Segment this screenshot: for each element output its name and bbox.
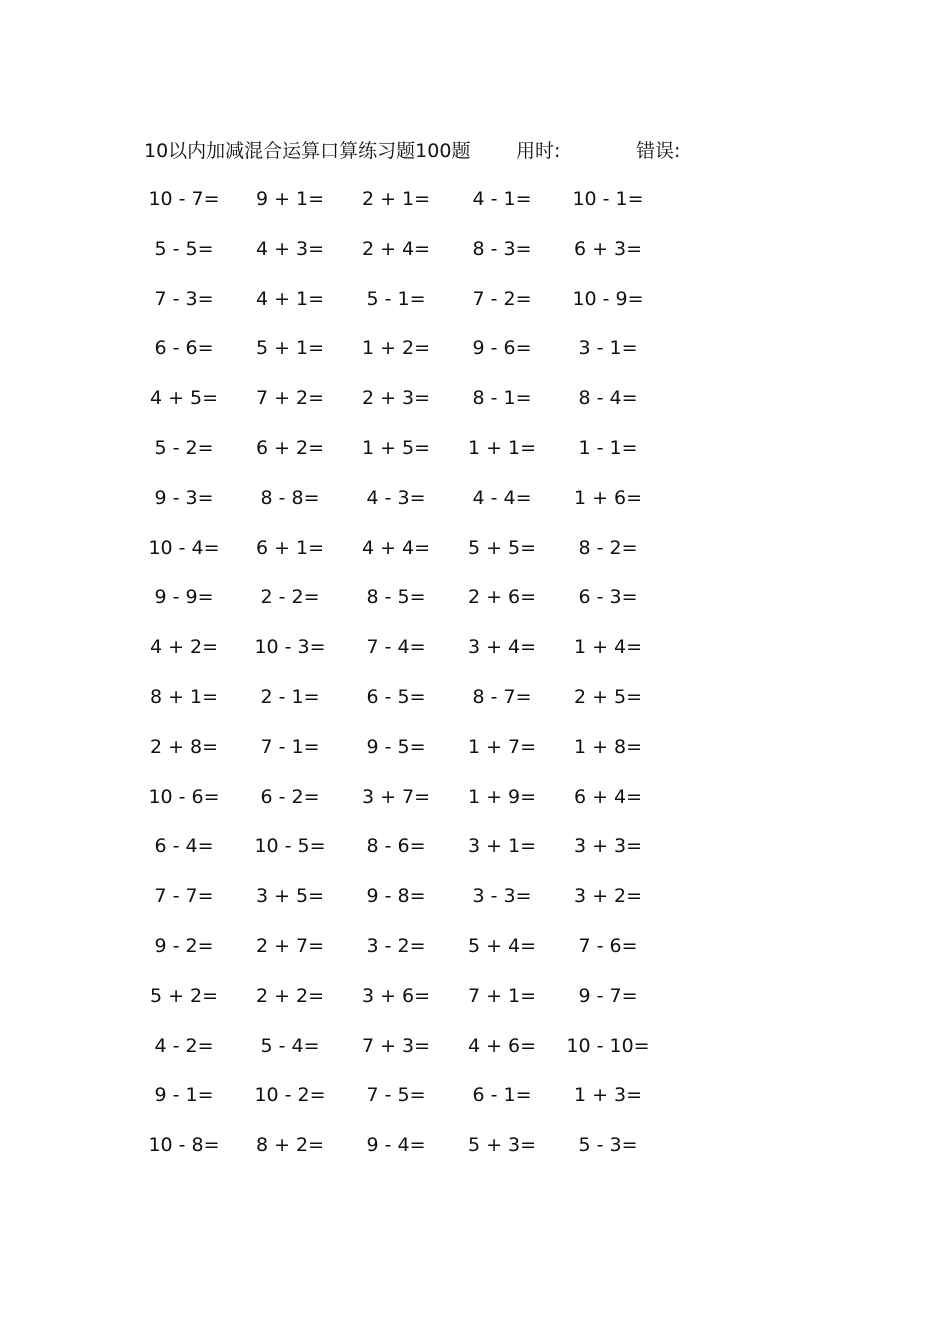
math-problem: 8 - 1= <box>472 387 532 409</box>
math-problem: 5 - 2= <box>154 437 214 459</box>
math-problem: 3 + 3= <box>573 835 643 857</box>
math-problem: 2 + 3= <box>361 387 431 409</box>
math-problem: 8 - 4= <box>578 387 638 409</box>
math-problem: 1 + 2= <box>361 337 431 359</box>
math-problem: 5 - 1= <box>366 288 426 310</box>
math-problem: 6 + 2= <box>255 437 325 459</box>
math-problem: 3 + 4= <box>467 636 537 658</box>
math-problem: 10 - 7= <box>148 188 220 210</box>
math-problem: 9 - 6= <box>472 337 532 359</box>
math-problem: 9 - 9= <box>154 586 214 608</box>
math-problem: 9 + 1= <box>255 188 325 210</box>
math-problem: 3 - 1= <box>578 337 638 359</box>
math-problem: 4 - 4= <box>472 487 532 509</box>
math-problem: 5 - 5= <box>154 238 214 260</box>
math-problem: 7 - 5= <box>366 1084 426 1106</box>
math-problem: 6 - 3= <box>578 586 638 608</box>
math-problem: 2 + 2= <box>255 985 325 1007</box>
math-problem: 9 - 1= <box>154 1084 214 1106</box>
math-problem: 5 + 3= <box>467 1134 537 1156</box>
math-problem: 8 - 8= <box>260 487 320 509</box>
math-problem: 5 + 1= <box>255 337 325 359</box>
math-problem: 2 - 1= <box>260 686 320 708</box>
math-problem: 5 + 5= <box>467 537 537 559</box>
math-problem: 4 + 1= <box>255 288 325 310</box>
math-problem: 1 + 7= <box>467 736 537 758</box>
math-problem: 7 - 4= <box>366 636 426 658</box>
math-problem: 2 + 1= <box>361 188 431 210</box>
math-problem: 7 - 1= <box>260 736 320 758</box>
math-problem: 4 - 2= <box>154 1035 214 1057</box>
worksheet-title: 10以内加减混合运算口算练习题100题 <box>144 140 471 162</box>
time-used-label: 用时: <box>516 140 561 162</box>
math-problem: 4 + 6= <box>467 1035 537 1057</box>
math-problem: 10 - 10= <box>566 1035 650 1057</box>
math-problem: 9 - 2= <box>154 935 214 957</box>
math-problem: 6 - 5= <box>366 686 426 708</box>
math-problem: 4 - 3= <box>366 487 426 509</box>
math-problem: 8 - 3= <box>472 238 532 260</box>
math-problem: 2 + 8= <box>149 736 219 758</box>
math-problem: 10 - 4= <box>148 537 220 559</box>
math-problem: 2 - 2= <box>260 586 320 608</box>
math-problem: 2 + 4= <box>361 238 431 260</box>
math-problem: 8 + 2= <box>255 1134 325 1156</box>
math-problem: 7 - 7= <box>154 885 214 907</box>
math-problem: 5 - 3= <box>578 1134 638 1156</box>
math-problem: 10 - 9= <box>572 288 644 310</box>
math-problem: 9 - 3= <box>154 487 214 509</box>
math-problem: 6 + 1= <box>255 537 325 559</box>
math-problem: 9 - 8= <box>366 885 426 907</box>
math-problem: 8 - 7= <box>472 686 532 708</box>
math-problem: 5 + 2= <box>149 985 219 1007</box>
math-problem: 1 + 9= <box>467 786 537 808</box>
math-problem: 10 - 6= <box>148 786 220 808</box>
math-problem: 6 - 1= <box>472 1084 532 1106</box>
math-problem: 1 + 4= <box>573 636 643 658</box>
math-problem: 1 + 6= <box>573 487 643 509</box>
math-problem: 6 + 3= <box>573 238 643 260</box>
errors-label: 错误: <box>636 140 681 162</box>
math-problem: 6 - 2= <box>260 786 320 808</box>
math-problem: 7 - 2= <box>472 288 532 310</box>
math-problem: 8 - 2= <box>578 537 638 559</box>
math-problem: 4 - 1= <box>472 188 532 210</box>
math-problem: 3 - 2= <box>366 935 426 957</box>
math-problem: 7 + 3= <box>361 1035 431 1057</box>
math-problem: 3 + 7= <box>361 786 431 808</box>
math-problem: 7 + 2= <box>255 387 325 409</box>
math-problem: 10 - 2= <box>254 1084 326 1106</box>
math-problem: 3 - 3= <box>472 885 532 907</box>
math-problem: 9 - 7= <box>578 985 638 1007</box>
math-problem: 10 - 3= <box>254 636 326 658</box>
math-problem: 2 + 6= <box>467 586 537 608</box>
math-problem: 5 - 4= <box>260 1035 320 1057</box>
math-problem: 4 + 3= <box>255 238 325 260</box>
math-problem: 10 - 8= <box>148 1134 220 1156</box>
math-problem: 10 - 1= <box>572 188 644 210</box>
math-problem: 3 + 1= <box>467 835 537 857</box>
math-problem: 3 + 5= <box>255 885 325 907</box>
math-problem: 6 + 4= <box>573 786 643 808</box>
math-problem: 7 - 6= <box>578 935 638 957</box>
math-problem: 1 + 8= <box>573 736 643 758</box>
math-problem: 1 + 5= <box>361 437 431 459</box>
math-problem: 2 + 7= <box>255 935 325 957</box>
math-problem: 4 + 4= <box>361 537 431 559</box>
math-problem: 8 + 1= <box>149 686 219 708</box>
math-problem: 2 + 5= <box>573 686 643 708</box>
math-problem: 4 + 2= <box>149 636 219 658</box>
math-problem: 1 - 1= <box>578 437 638 459</box>
math-problem: 8 - 5= <box>366 586 426 608</box>
math-problem: 9 - 4= <box>366 1134 426 1156</box>
math-problem: 6 - 4= <box>154 835 214 857</box>
math-problem: 1 + 3= <box>573 1084 643 1106</box>
math-problem: 1 + 1= <box>467 437 537 459</box>
math-problem: 8 - 6= <box>366 835 426 857</box>
math-problem: 7 + 1= <box>467 985 537 1007</box>
math-problem: 9 - 5= <box>366 736 426 758</box>
math-problem: 7 - 3= <box>154 288 214 310</box>
math-problem: 3 + 6= <box>361 985 431 1007</box>
math-problem: 4 + 5= <box>149 387 219 409</box>
math-problem: 6 - 6= <box>154 337 214 359</box>
math-problem: 5 + 4= <box>467 935 537 957</box>
math-problem: 3 + 2= <box>573 885 643 907</box>
math-problem: 10 - 5= <box>254 835 326 857</box>
